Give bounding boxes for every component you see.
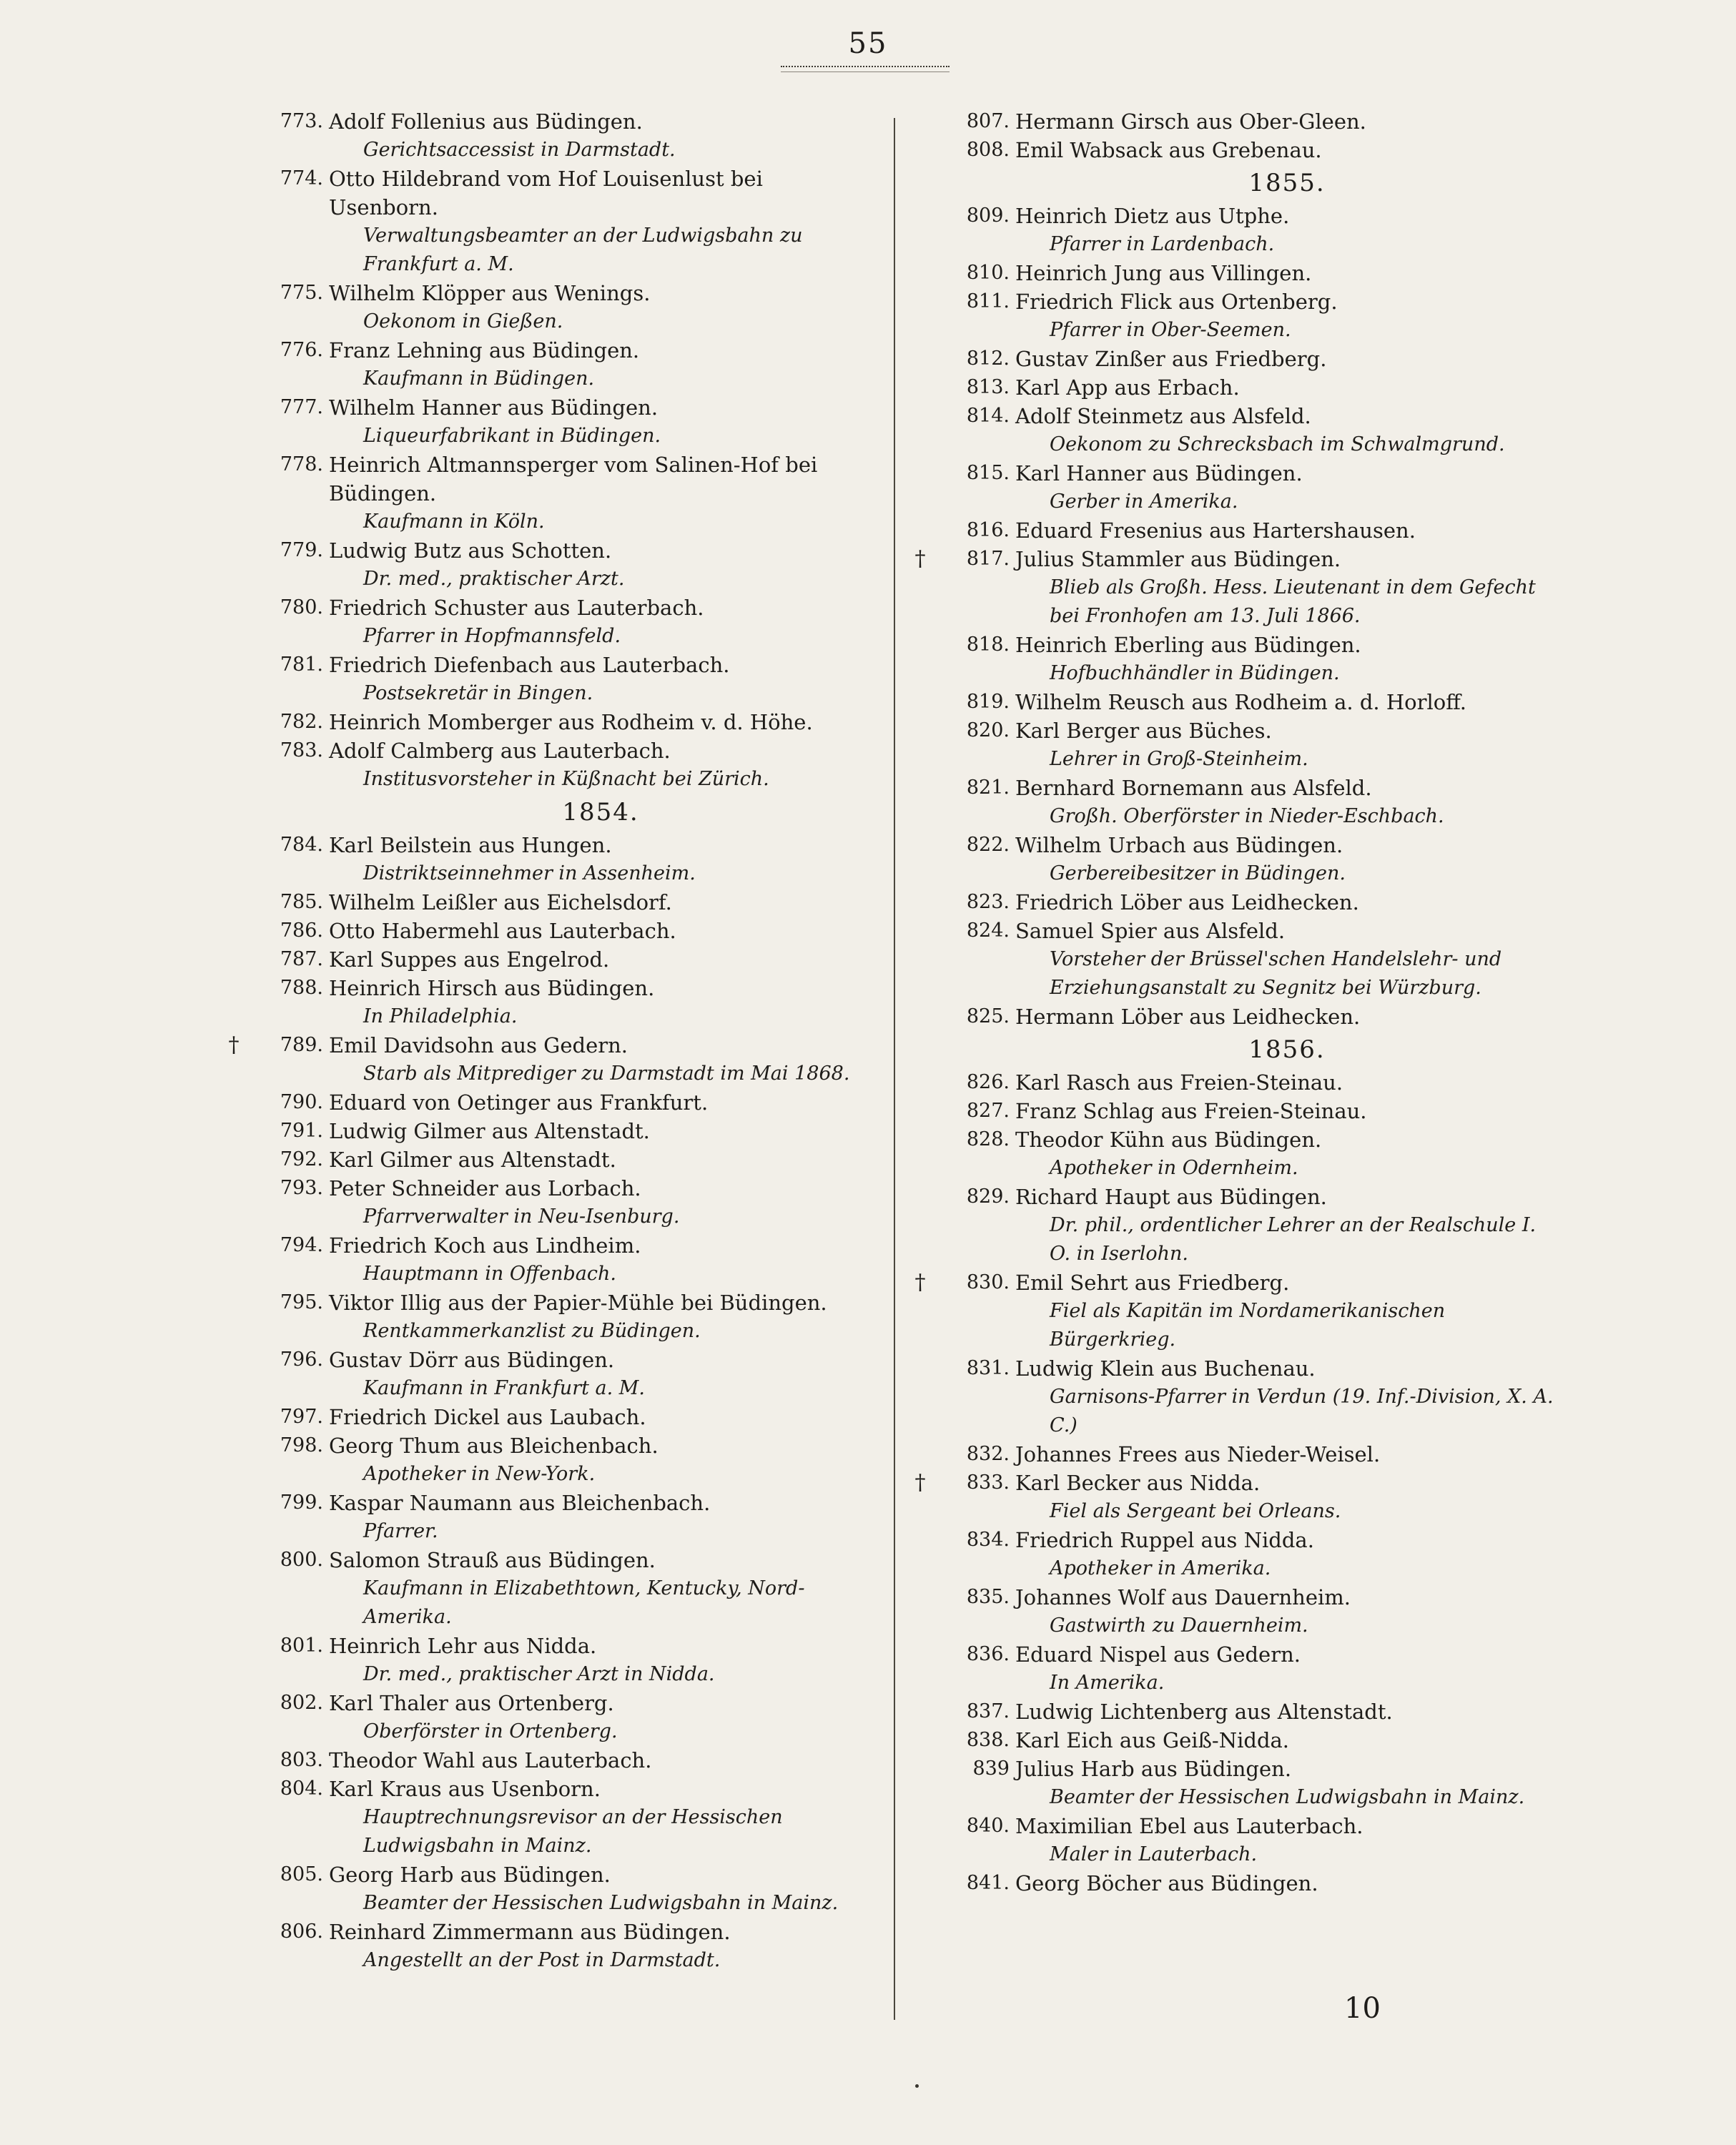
entry-number: 796. [280, 1348, 323, 1371]
entry-name: Karl Rasch aus Freien-Steinau. [1015, 1070, 1343, 1095]
entry-note: Verwaltungsbeamter an der Ludwigsbahn zu Frankfurt a. M. [363, 225, 803, 275]
entry-note: In Amerika. [1050, 1672, 1165, 1694]
list-entry [257, 974, 872, 1031]
entry-note: Garnisons-Pfarrer in Verdun (19. Inf.-Division, X. A. C.) [1050, 1386, 1554, 1436]
list-entry [944, 1440, 1559, 1469]
deceased-marker: † [228, 1032, 240, 1057]
list-entry [944, 1125, 1559, 1183]
entry-number: 792. [280, 1148, 323, 1170]
list-entry [944, 688, 1559, 716]
print-mark [915, 2084, 919, 2088]
entry-number: 812. [966, 347, 1010, 370]
list-entry [257, 945, 872, 974]
entry-number: 793. [280, 1177, 323, 1199]
entry-number: 775. [280, 282, 323, 304]
list-entry [257, 1632, 872, 1689]
entry-number: 801. [280, 1634, 323, 1657]
entry-number: 783. [280, 739, 323, 761]
list-entry [944, 1097, 1559, 1125]
entry-name: Eduard Nispel aus Gedern. [1015, 1642, 1301, 1667]
entry-number: 809. [966, 204, 1010, 227]
entry-name: Heinrich Momberger aus Rodheim v. d. Höhe. [329, 710, 813, 734]
list-entry [257, 1088, 872, 1117]
entry-number: 817. [966, 548, 1010, 570]
entry-name: Emil Wabsack aus Grebenau. [1015, 138, 1322, 162]
entry-name: Otto Habermehl aus Lauterbach. [329, 919, 676, 943]
entry-note: Hofbuchhändler in Büdingen. [1050, 662, 1340, 684]
list-entry [228, 1031, 872, 1088]
entry-name: Samuel Spier aus Alsfeld. [1015, 919, 1286, 943]
list-entry [257, 1288, 872, 1346]
entry-note: Oekonom in Gießen. [363, 310, 563, 332]
entry-number: 804. [280, 1777, 323, 1800]
list-entry [944, 1068, 1559, 1097]
list-entry [944, 345, 1559, 373]
entry-number: 781. [280, 654, 323, 676]
list-entry [257, 1346, 872, 1403]
entry-note: Gerber in Amerika. [1050, 490, 1238, 513]
list-entry [257, 831, 872, 888]
list-entry [257, 107, 872, 164]
list-entry [944, 1726, 1559, 1755]
deceased-marker: † [914, 546, 926, 571]
entry-name: Eduard Fresenius aus Hartershausen. [1015, 518, 1416, 543]
entry-note: Oberförster in Ortenberg. [363, 1720, 618, 1742]
list-entry [944, 402, 1559, 459]
list-entry [944, 917, 1559, 1002]
entry-name: Ludwig Klein aus Buchenau. [1015, 1356, 1316, 1381]
entry-number: 786. [280, 919, 323, 942]
entry-number: 790. [280, 1091, 323, 1113]
entry-number: 826. [966, 1071, 1010, 1093]
entry-number: 805. [280, 1863, 323, 1885]
entry-number: 831. [966, 1357, 1010, 1379]
entry-number: 814. [966, 405, 1010, 427]
list-entry [257, 1174, 872, 1231]
entry-number: 800. [280, 1549, 323, 1571]
entry-name: Heinrich Dietz aus Utphe. [1015, 204, 1290, 228]
entry-name: Hermann Löber aus Leidhecken. [1015, 1005, 1361, 1029]
entry-number: 813. [966, 376, 1010, 398]
list-entry [257, 1860, 872, 1918]
entry-number: 820. [966, 719, 1010, 741]
entry-number: 806. [280, 1920, 323, 1943]
entry-number: 828. [966, 1128, 1010, 1150]
entry-name: Friedrich Löber aus Leidhecken. [1015, 890, 1359, 914]
sheet-signature: 10 [1344, 1992, 1381, 2025]
entry-note: Dr. phil., ordentlicher Lehrer an der Realschule I. O. in Iserlohn. [1050, 1214, 1537, 1265]
list-entry [944, 202, 1559, 259]
entry-name: Hermann Girsch aus Ober-Gleen. [1015, 109, 1366, 134]
entry-name: Ludwig Butz aus Schotten. [329, 538, 612, 563]
entry-number: 808. [966, 139, 1010, 161]
list-entry [944, 631, 1559, 688]
list-entry [944, 287, 1559, 345]
entry-number: 841. [966, 1872, 1010, 1894]
entry-name: Eduard von Oetinger aus Frankfurt. [329, 1090, 709, 1115]
entry-note: Institusvorsteher in Küßnacht bei Zürich. [363, 768, 769, 790]
entry-number: 816. [966, 519, 1010, 541]
list-entry [257, 1775, 872, 1860]
entry-number: 825. [966, 1005, 1010, 1027]
entry-number: 811. [966, 290, 1010, 312]
entry-note: Lehrer in Groß-Steinheim. [1050, 748, 1308, 770]
entry-name: Karl App aus Erbach. [1015, 375, 1240, 400]
list-entry [257, 450, 872, 536]
entry-number: 815. [966, 462, 1010, 484]
list-entry [944, 1183, 1559, 1268]
entry-name: Friedrich Ruppel aus Nidda. [1015, 1528, 1314, 1552]
entry-note: Oekonom zu Schrecksbach im Schwalmgrund. [1050, 433, 1505, 455]
entry-name: Karl Kraus aus Usenborn. [329, 1777, 601, 1801]
entry-note: Hauptrechnungsrevisor an der Hessischen Ludwigsbahn in Mainz. [363, 1806, 783, 1857]
entry-note: Pfarrverwalter in Neu-Isenburg. [363, 1205, 680, 1228]
entry-number: 829. [966, 1185, 1010, 1208]
entry-name: Karl Suppes aus Engelrod. [329, 947, 610, 972]
deceased-marker: † [914, 1270, 926, 1295]
list-entry [944, 136, 1559, 164]
right-column [914, 107, 1559, 1898]
entry-note: Starb als Mitprediger zu Darmstadt im Mai 1868. [363, 1062, 850, 1085]
entry-note: Gastwirth zu Dauernheim. [1050, 1614, 1308, 1637]
list-entry [944, 1812, 1559, 1869]
entry-name: Karl Gilmer aus Altenstadt. [329, 1148, 616, 1172]
entry-number: 778. [280, 453, 323, 475]
entry-number: 798. [280, 1434, 323, 1456]
header-ornament [781, 66, 950, 72]
list-entry [944, 1002, 1559, 1031]
year-heading: 1855. [1248, 169, 1326, 197]
entry-name: Wilhelm Klöpper aus Wenings. [329, 281, 651, 305]
list-entry [944, 1583, 1559, 1640]
list-entry [257, 593, 872, 651]
entry-number: 819. [966, 691, 1010, 713]
list-entry [914, 1469, 1559, 1526]
list-entry [944, 1697, 1559, 1726]
entry-name: Salomon Strauß aus Büdingen. [329, 1548, 656, 1572]
entry-note: Apotheker in New-York. [363, 1463, 596, 1485]
entry-note: Maler in Lauterbach. [1050, 1843, 1258, 1865]
entry-note: Pfarrer in Hopfmannsfeld. [363, 625, 621, 647]
entry-note: Pfarrer in Ober-Seemen. [1050, 319, 1291, 341]
entry-number: 837. [966, 1700, 1010, 1722]
entry-name: Theodor Wahl aus Lauterbach. [329, 1748, 652, 1772]
entry-note: Pfarrer in Lardenbach. [1050, 233, 1275, 255]
entry-number: 807. [966, 110, 1010, 132]
list-entry [257, 279, 872, 336]
entry-number: 780. [280, 596, 323, 618]
entry-note: Fiel als Kapitän im Nordamerikanischen Bürgerkrieg. [1050, 1300, 1446, 1351]
list-entry [944, 774, 1559, 831]
list-entry [257, 393, 872, 450]
entry-number: 784. [280, 834, 323, 856]
entry-note: Dr. med., praktischer Arzt in Nidda. [363, 1663, 715, 1685]
entry-name: Heinrich Altmannsperger vom Salinen-Hof bei Büdingen. [329, 453, 818, 506]
list-entry [944, 1755, 1559, 1812]
entry-note: Kaufmann in Elizabethtown, Kentucky, Nord-Amerika. [363, 1577, 805, 1628]
entry-number: 822. [966, 834, 1010, 856]
year-heading: 1856. [1248, 1035, 1326, 1064]
entry-name: Wilhelm Urbach aus Büdingen. [1015, 833, 1343, 857]
entry-note: Angestellt an der Post in Darmstadt. [363, 1949, 721, 1971]
list-entry [944, 716, 1559, 774]
entry-number: 782. [280, 711, 323, 733]
list-entry [944, 1526, 1559, 1583]
entry-name: Franz Lehning aus Büdingen. [329, 338, 640, 363]
entry-number: 788. [280, 977, 323, 999]
entry-name: Georg Thum aus Bleichenbach. [329, 1434, 659, 1458]
list-entry [257, 1145, 872, 1174]
entry-name: Reinhard Zimmermann aus Büdingen. [329, 1920, 731, 1944]
entry-name: Adolf Steinmetz aus Alsfeld. [1015, 404, 1311, 428]
list-entry [257, 164, 872, 279]
entry-name: Gustav Dörr aus Büdingen. [329, 1348, 615, 1372]
entry-note: Dr. med., praktischer Arzt. [363, 568, 625, 590]
entry-name: Adolf Calmberg aus Lauterbach. [329, 739, 671, 763]
entry-number: 795. [280, 1291, 323, 1313]
entry-name: Viktor Illig aus der Papier-Mühle bei Büdingen. [329, 1291, 827, 1315]
column-divider [894, 118, 895, 2020]
list-entry [944, 1354, 1559, 1440]
entry-name: Karl Becker aus Nidda. [1015, 1471, 1261, 1495]
entry-note: Distriktseinnehmer in Assenheim. [363, 862, 696, 884]
entry-name: Emil Sehrt aus Friedberg. [1015, 1271, 1290, 1295]
entry-number: 776. [280, 339, 323, 361]
entry-number: 774. [280, 167, 323, 189]
list-entry [914, 545, 1559, 631]
list-entry [944, 1640, 1559, 1697]
entry-name: Heinrich Hirsch aus Büdingen. [329, 976, 655, 1000]
list-entry [257, 651, 872, 708]
entry-name: Heinrich Eberling aus Büdingen. [1015, 633, 1361, 657]
entry-note: Kaufmann in Büdingen. [363, 368, 595, 390]
entry-name: Emil Davidsohn aus Gedern. [329, 1033, 628, 1057]
entry-note: Vorsteher der Brüssel'schen Handelslehr- und Erziehungsanstalt zu Segnitz bei Würzburg. [1050, 948, 1502, 999]
entry-name: Kaspar Naumann aus Bleichenbach. [329, 1491, 711, 1515]
list-entry [257, 1117, 872, 1145]
entry-name: Richard Haupt aus Büdingen. [1015, 1185, 1327, 1209]
entry-name: Friedrich Koch aus Lindheim. [329, 1233, 641, 1258]
entry-number: 802. [280, 1692, 323, 1714]
entry-name: Peter Schneider aus Lorbach. [329, 1176, 641, 1200]
entry-number: 797. [280, 1406, 323, 1428]
entry-name: Ludwig Gilmer aus Altenstadt. [329, 1119, 650, 1143]
entry-name: Karl Hanner aus Büdingen. [1015, 461, 1303, 485]
entry-name: Otto Hildebrand vom Hof Louisenlust bei Usenborn. [329, 167, 763, 220]
entry-name: Maximilian Ebel aus Lauterbach. [1015, 1814, 1363, 1838]
entry-note: Gerbereibesitzer in Büdingen. [1050, 862, 1346, 884]
entry-name: Johannes Frees aus Nieder-Weisel. [1015, 1442, 1381, 1466]
entry-number: 823. [966, 891, 1010, 913]
list-entry [944, 373, 1559, 402]
entry-name: Ludwig Lichtenberg aus Altenstadt. [1015, 1700, 1393, 1724]
entry-number: 777. [280, 396, 323, 418]
list-entry [257, 1689, 872, 1746]
entry-note: Großh. Oberförster in Nieder-Eschbach. [1050, 805, 1444, 827]
entry-name: Heinrich Lehr aus Nidda. [329, 1634, 597, 1658]
list-entry [257, 1403, 872, 1431]
list-entry [257, 1918, 872, 1975]
list-entry [257, 1546, 872, 1632]
entry-number: 824. [966, 919, 1010, 942]
entry-name: Karl Beilstein aus Hungen. [329, 833, 612, 857]
list-entry [257, 736, 872, 794]
entry-name: Gustav Zinßer aus Friedberg. [1015, 347, 1327, 371]
deceased-marker: † [914, 1470, 926, 1495]
entry-note: Kaufmann in Köln. [363, 511, 545, 533]
entry-note: Kaufmann in Frankfurt a. M. [363, 1377, 646, 1399]
list-entry [257, 888, 872, 917]
entry-number: 799. [280, 1491, 323, 1514]
entry-number: 830. [966, 1271, 1010, 1293]
entry-name: Friedrich Flick aus Ortenberg. [1015, 290, 1338, 314]
entry-number: 833. [966, 1471, 1010, 1494]
entry-number: 773. [280, 110, 323, 132]
list-entry [944, 107, 1559, 136]
list-entry [944, 516, 1559, 545]
entry-name: Georg Harb aus Büdingen. [329, 1863, 611, 1887]
entry-number: 794. [280, 1234, 323, 1256]
entry-name: Johannes Wolf aus Dauernheim. [1015, 1585, 1351, 1609]
entry-number: 835. [966, 1586, 1010, 1608]
page-number: 55 [848, 27, 888, 60]
entry-number: 827. [966, 1100, 1010, 1122]
entry-number: 789. [280, 1034, 323, 1056]
entry-note: Beamter der Hessischen Ludwigsbahn in Mainz. [363, 1892, 839, 1914]
entry-name: Friedrich Diefenbach aus Lauterbach. [329, 653, 730, 677]
entry-name: Wilhelm Hanner aus Büdingen. [329, 395, 659, 420]
list-entry [257, 336, 872, 393]
list-entry [257, 1231, 872, 1288]
entry-name: Bernhard Bornemann aus Alsfeld. [1015, 776, 1372, 800]
entry-number: 839 [972, 1757, 1010, 1780]
entry-number: 840. [966, 1815, 1010, 1837]
entry-number: 785. [280, 891, 323, 913]
list-entry [257, 1746, 872, 1775]
entry-number: 810. [966, 262, 1010, 284]
entry-name: Theodor Kühn aus Büdingen. [1015, 1128, 1322, 1152]
entry-number: 834. [966, 1529, 1010, 1551]
entry-number: 832. [966, 1443, 1010, 1465]
entry-number: 818. [966, 633, 1010, 656]
entry-name: Julius Harb aus Büdingen. [1015, 1757, 1292, 1781]
list-entry [257, 708, 872, 736]
list-entry [914, 1268, 1559, 1354]
entry-number: 803. [280, 1749, 323, 1771]
entry-name: Karl Berger aus Büches. [1015, 719, 1272, 743]
list-entry [944, 1869, 1559, 1898]
list-entry [257, 917, 872, 945]
entry-name: Julius Stammler aus Büdingen. [1015, 547, 1341, 571]
list-entry [944, 831, 1559, 888]
left-column [228, 107, 872, 1975]
entry-note: Blieb als Großh. Hess. Lieutenant in dem Gefecht bei Fronhofen am 13. Juli 1866. [1050, 576, 1536, 627]
entry-name: Friedrich Dickel aus Laubach. [329, 1405, 646, 1429]
list-entry [944, 888, 1559, 917]
entry-name: Adolf Follenius aus Büdingen. [329, 109, 643, 134]
entry-number: 836. [966, 1643, 1010, 1665]
entry-note: Apotheker in Odernheim. [1050, 1157, 1298, 1179]
entry-note: Rentkammerkanzlist zu Büdingen. [363, 1320, 701, 1342]
entry-note: Hauptmann in Offenbach. [363, 1263, 616, 1285]
entry-name: Georg Böcher aus Büdingen. [1015, 1871, 1318, 1895]
entry-number: 838. [966, 1729, 1010, 1751]
entry-note: In Philadelphia. [363, 1005, 518, 1027]
entry-note: Beamter der Hessischen Ludwigsbahn in Mainz. [1050, 1786, 1525, 1808]
list-entry [257, 1431, 872, 1489]
entry-name: Karl Eich aus Geiß-Nidda. [1015, 1728, 1290, 1752]
entry-name: Franz Schlag aus Freien-Steinau. [1015, 1099, 1367, 1123]
list-entry [944, 259, 1559, 287]
list-entry [257, 1489, 872, 1546]
entry-name: Friedrich Schuster aus Lauterbach. [329, 596, 704, 620]
entry-name: Wilhelm Leißler aus Eichelsdorf. [329, 890, 672, 914]
entry-name: Wilhelm Reusch aus Rodheim a. d. Horloff. [1015, 690, 1466, 714]
entry-name: Karl Thaler aus Ortenberg. [329, 1691, 614, 1715]
entry-note: Liqueurfabrikant in Büdingen. [363, 425, 661, 447]
list-entry [944, 459, 1559, 516]
entry-note: Gerichtsaccessist in Darmstadt. [363, 139, 676, 161]
list-entry [257, 536, 872, 593]
year-heading: 1854. [562, 798, 639, 827]
entry-number: 791. [280, 1120, 323, 1142]
entry-number: 821. [966, 776, 1010, 799]
entry-note: Fiel als Sergeant bei Orleans. [1050, 1500, 1341, 1522]
entry-note: Postsekretär in Bingen. [363, 682, 593, 704]
entry-number: 787. [280, 948, 323, 970]
entry-number: 779. [280, 539, 323, 561]
entry-name: Heinrich Jung aus Villingen. [1015, 261, 1312, 285]
entry-note: Apotheker in Amerika. [1050, 1557, 1271, 1579]
entry-note: Pfarrer. [363, 1520, 438, 1542]
